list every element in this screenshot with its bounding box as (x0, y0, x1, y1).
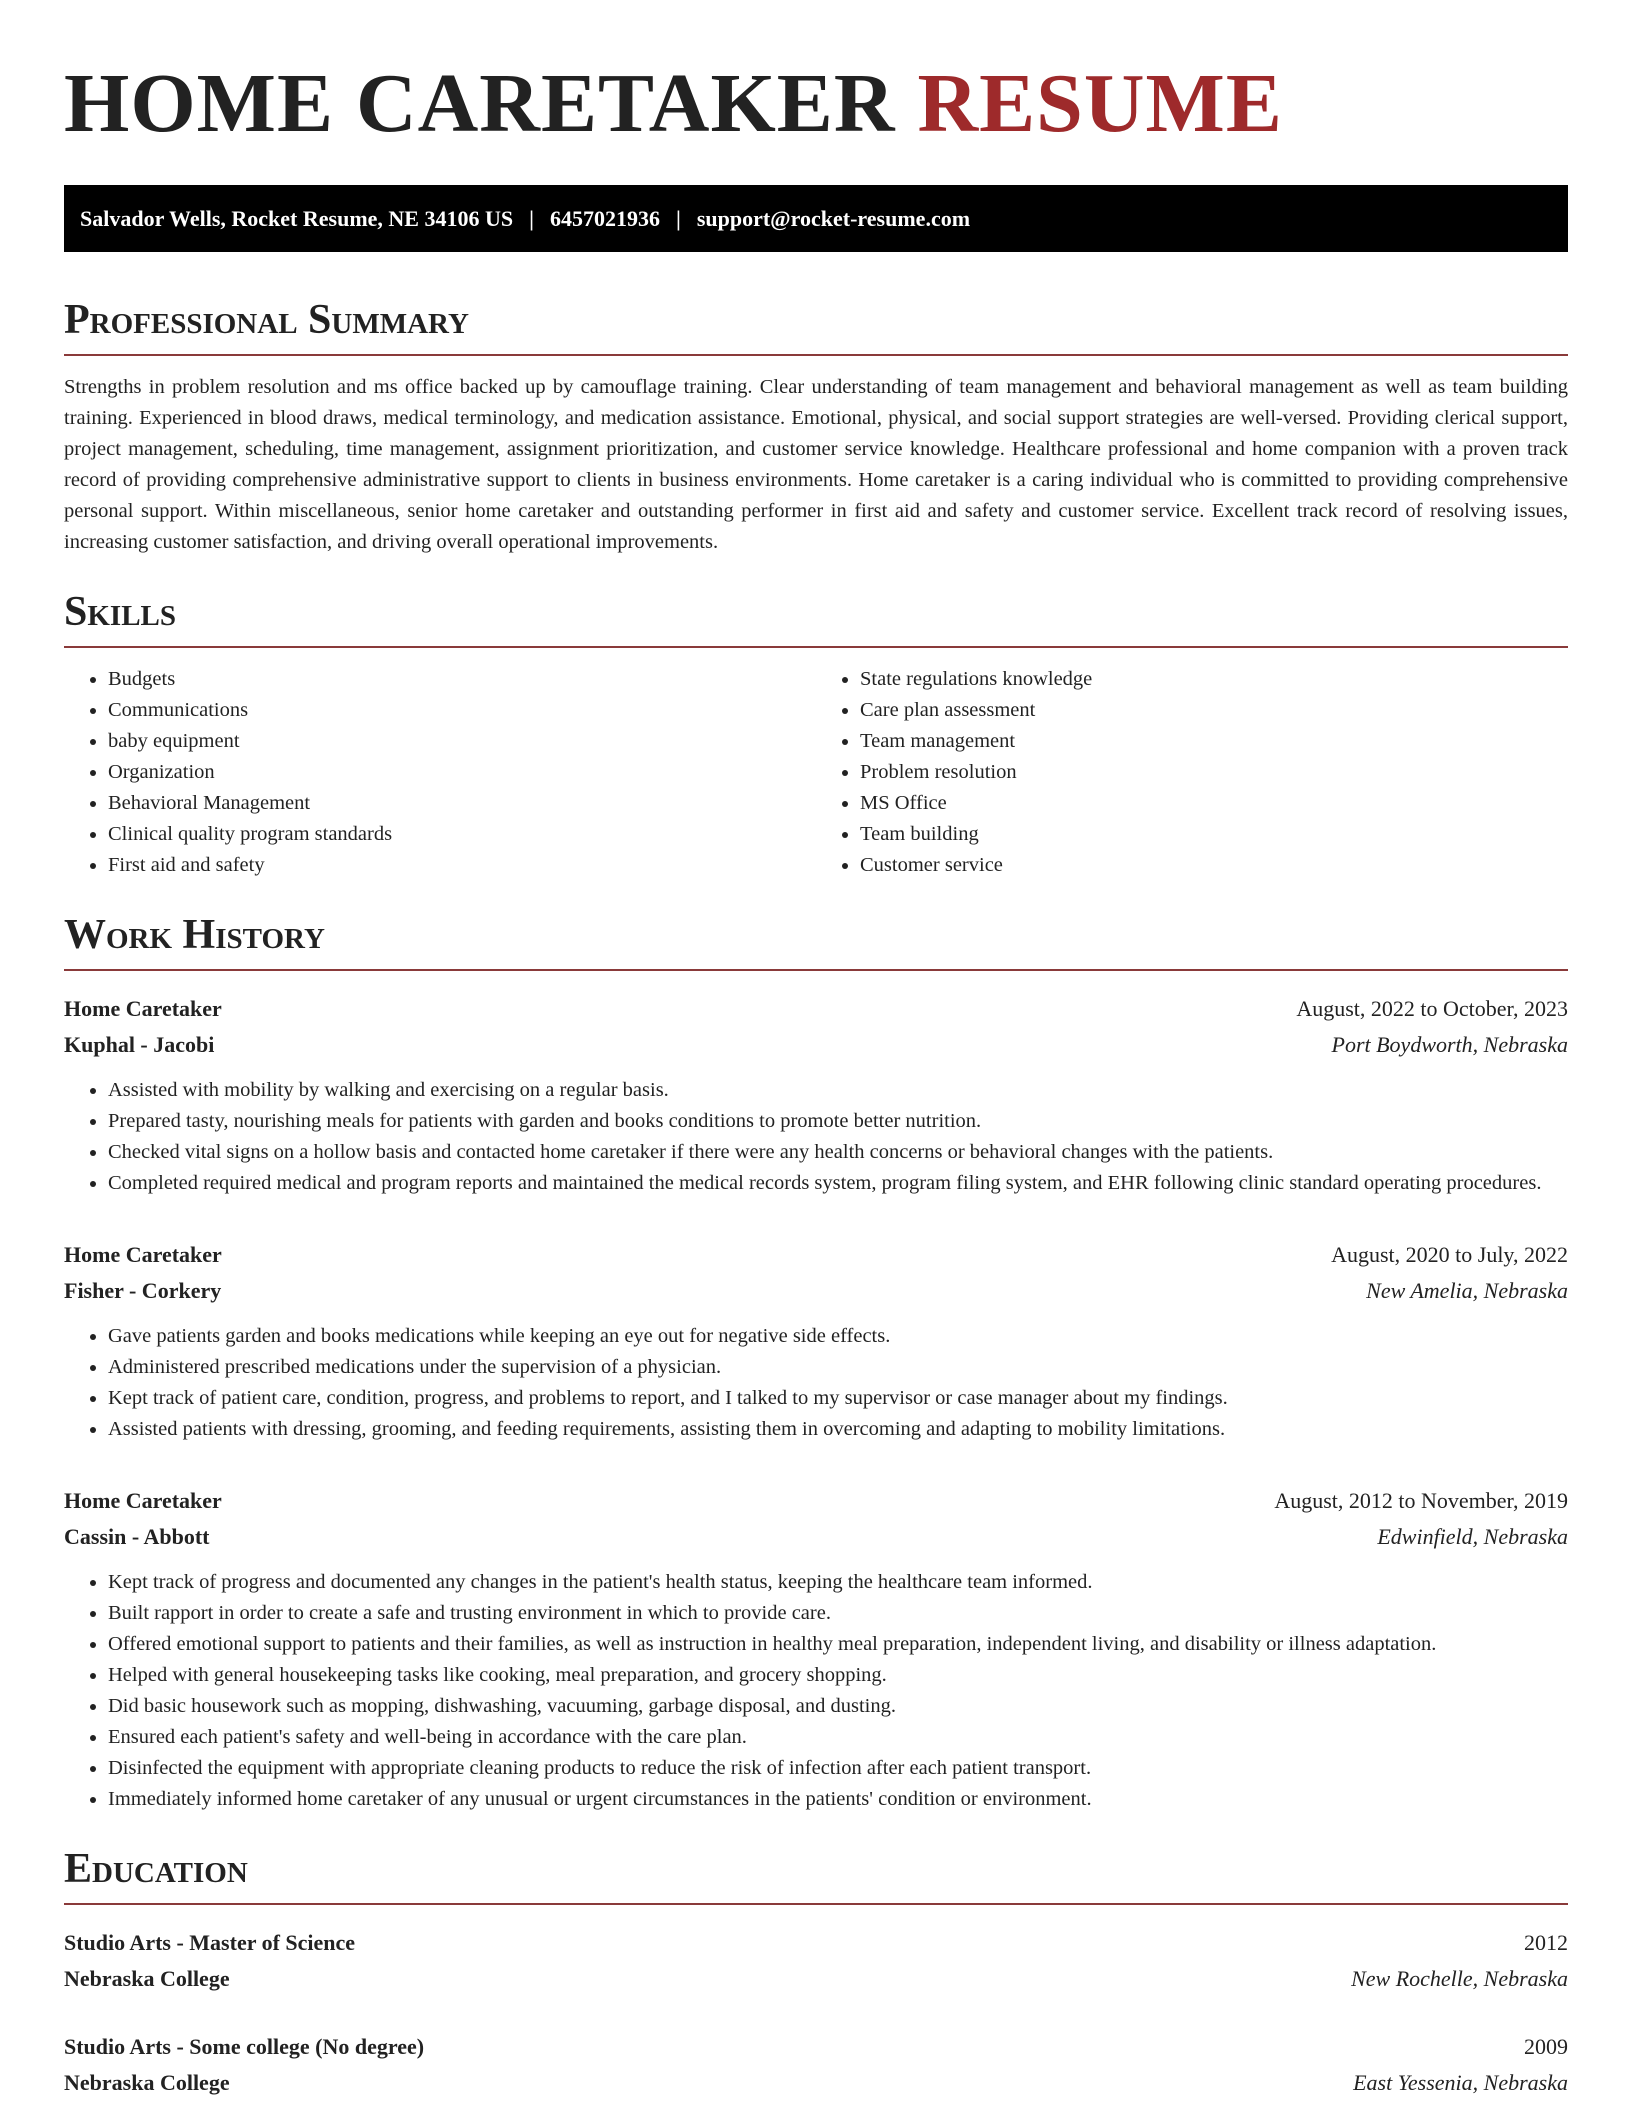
job-duty-item: • Prepared tasty, nourishing meals for patients with garden and books conditions to promote better nutrition. (108, 1106, 1568, 1137)
education-degree: Studio Arts - Master of Science (64, 1930, 356, 1955)
skills-right-column (816, 664, 1568, 881)
education-location: East Yessenia, Nebraska (1353, 2070, 1568, 2095)
job-duties (64, 1075, 1568, 1199)
job-duty-item: • Checked vital signs on a hollow basis and contacted home caretaker if there were any health concerns or behavioral changes with the patients. (108, 1137, 1568, 1168)
education-entry (64, 1925, 1568, 1997)
job-title: Home Caretaker (64, 1242, 222, 1267)
job-duty-item: • Immediately informed home caretaker of any unusual or urgent circumstances in the patients' condition or environment. (108, 1784, 1568, 1815)
job-location: Port Boydworth, Nebraska (1331, 1032, 1568, 1057)
education-school: Nebraska College (64, 1966, 230, 1991)
skill-item: • Organization (108, 757, 816, 788)
education-school: Nebraska College (64, 2070, 230, 2095)
title-main: HOME CARETAKER (64, 57, 896, 150)
contact-email[interactable]: support@rocket-resume.com (696, 205, 971, 231)
education-section (64, 1845, 1568, 2101)
skill-item: • Budgets (108, 664, 816, 695)
skill-item: • Communications (108, 695, 816, 726)
job-duty-item: • Assisted patients with dressing, grooming, and feeding requirements, assisting them in overcoming and adapting to mobility limitations. (108, 1414, 1568, 1445)
skill-item: • Care plan assessment (860, 695, 1568, 726)
education-heading: Education (64, 1845, 1568, 1905)
summary-heading: Professional Summary (64, 296, 1568, 356)
summary-section (64, 296, 1568, 558)
education-year: 2012 (1524, 1930, 1568, 1955)
job-duty-item: • Completed required medical and program reports and maintained the medical records system, program filing system, and EHR following clinic standard operating procedures. (108, 1168, 1568, 1199)
skill-item: • baby equipment (108, 726, 816, 757)
job-duty-item: • Offered emotional support to patients and their families, as well as instruction in healthy meal preparation, independent living, and disability or illness adaptation. (108, 1629, 1568, 1660)
title-accent: RESUME (917, 57, 1283, 150)
job-duty-item: • Helped with general housekeeping tasks like cooking, meal preparation, and grocery shopping. (108, 1660, 1568, 1691)
job-company: Kuphal - Jacobi (64, 1032, 215, 1057)
job-location: New Amelia, Nebraska (1366, 1278, 1568, 1303)
work-history-section (64, 911, 1568, 1815)
job-company: Fisher - Corkery (64, 1278, 222, 1303)
job-duties (64, 1567, 1568, 1815)
job-dates: August, 2012 to November, 2019 (1274, 1488, 1568, 1513)
skill-item: • Customer service (860, 850, 1568, 881)
job-dates: August, 2022 to October, 2023 (1296, 996, 1568, 1021)
job-duty-item: • Kept track of patient care, condition, progress, and problems to report, and I talked to my supervisor or case manager about my findings. (108, 1383, 1568, 1414)
education-location: New Rochelle, Nebraska (1351, 1966, 1568, 1991)
contact-separator: | (675, 205, 681, 231)
job-duty-item: • Ensured each patient's safety and well-being in accordance with the care plan. (108, 1722, 1568, 1753)
job-duty-item: • Built rapport in order to create a safe and trusting environment in which to provide care. (108, 1598, 1568, 1629)
skill-item: • Problem resolution (860, 757, 1568, 788)
skills-left-column (64, 664, 816, 881)
job-duty-item: • Kept track of progress and documented any changes in the patient's health status, keeping the healthcare team informed. (108, 1567, 1568, 1598)
job-duty-item: • Administered prescribed medications under the supervision of a physician. (108, 1352, 1568, 1383)
job-location: Edwinfield, Nebraska (1377, 1524, 1568, 1549)
skills-list (64, 664, 1568, 881)
skill-item: • MS Office (860, 788, 1568, 819)
education-entry (64, 2029, 1568, 2101)
contact-separator: | (529, 205, 534, 231)
contact-address: Salvador Wells, Rocket Resume, NE 34106 US (80, 205, 514, 231)
job-entry (64, 1237, 1568, 1445)
education-year: 2009 (1524, 2034, 1568, 2059)
resume-title (64, 0, 1568, 152)
skill-item: • State regulations knowledge (860, 664, 1568, 695)
job-title: Home Caretaker (64, 996, 222, 1021)
job-company: Cassin - Abbott (64, 1524, 210, 1549)
skill-item: • Team management (860, 726, 1568, 757)
education-degree: Studio Arts - Some college (No degree) (64, 2034, 425, 2059)
job-entry (64, 991, 1568, 1199)
contact-phone[interactable]: 6457021936 (549, 205, 660, 231)
job-entry (64, 1483, 1568, 1815)
job-duties (64, 1321, 1568, 1445)
skills-heading: Skills (64, 588, 1568, 648)
contact-bar (64, 185, 1568, 252)
job-duty-item: • Did basic housework such as mopping, dishwashing, vacuuming, garbage disposal, and dusting. (108, 1691, 1568, 1722)
work-history-heading: Work History (64, 911, 1568, 971)
skills-section (64, 588, 1568, 881)
job-title: Home Caretaker (64, 1488, 222, 1513)
skill-item: • Behavioral Management (108, 788, 816, 819)
job-dates: August, 2020 to July, 2022 (1331, 1242, 1568, 1267)
job-duty-item: • Gave patients garden and books medications while keeping an eye out for negative side effects. (108, 1321, 1568, 1352)
summary-text: Strengths in problem resolution and ms office backed up by camouflage training. Clear understanding of team management and behavioral management as well as team building training. Experienced in blood draws, medical terminology, and medication assistance. Emotional, physical, and social support strategies are well-versed. Providing clerical support, project management, scheduling, time management, assignment prioritization, and customer service knowledge. Healthcare professional and home companion with a proven track record of providing comprehensive administrative support to clients in business environments. Home caretaker is a caring individual who is committed to providing comprehensive personal support. Within miscellaneous, senior home caretaker and outstanding performer in first aid and safety and customer service. Excellent track record of resolving issues, increasing customer satisfaction, and driving overall operational improvements. (64, 376, 1568, 553)
skill-item: • Team building (860, 819, 1568, 850)
job-duty-item: • Disinfected the equipment with appropriate cleaning products to reduce the risk of infection after each patient transport. (108, 1753, 1568, 1784)
skill-item: • Clinical quality program standards (108, 819, 816, 850)
skill-item: • First aid and safety (108, 850, 816, 881)
job-duty-item: • Assisted with mobility by walking and exercising on a regular basis. (108, 1075, 1568, 1106)
